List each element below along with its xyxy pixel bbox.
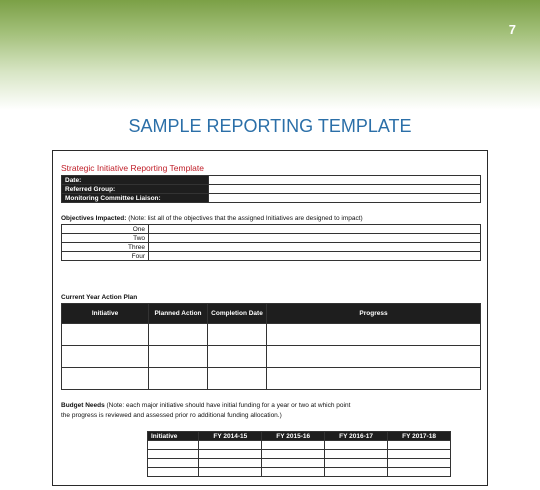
table-row xyxy=(62,368,481,390)
col-completion-date: Completion Date xyxy=(208,304,267,324)
budget-col-initiative: Initiative xyxy=(148,432,199,441)
liaison-label: Monitoring Committee Liaison: xyxy=(62,194,209,203)
budget-col-fy1617: FY 2016-17 xyxy=(325,432,388,441)
budget-needs-text xyxy=(61,401,381,421)
objective-one-label: One xyxy=(62,225,149,234)
referred-group-label: Referred Group: xyxy=(62,185,209,194)
date-label: Date: xyxy=(62,176,209,185)
table-row xyxy=(148,459,451,468)
col-progress: Progress xyxy=(267,304,481,324)
template-title: Strategic Initiative Reporting Template xyxy=(61,163,205,173)
budget-col-fy1415: FY 2014-15 xyxy=(199,432,262,441)
page-number: 7 xyxy=(508,22,516,37)
objectives-label: Objectives Impacted: xyxy=(61,215,127,222)
table-row xyxy=(62,324,481,346)
budget-note-1: (Note: each major initiative should have initial funding for a year or two at which point xyxy=(106,402,351,409)
col-initiative: Initiative xyxy=(62,304,149,324)
page-title: SAMPLE REPORTING TEMPLATE xyxy=(128,116,412,136)
objectives-table xyxy=(61,224,481,261)
table-row xyxy=(148,441,451,450)
objective-one-field[interactable] xyxy=(149,225,481,234)
col-planned-action: Planned Action xyxy=(149,304,208,324)
objective-two-field[interactable] xyxy=(149,234,481,243)
objectives-note: (Note: list all of the objectives that the assigned Initiatives are designed to impact) xyxy=(128,215,363,222)
objective-two-label: Two xyxy=(62,234,149,243)
action-plan-label: Current Year Action Plan xyxy=(61,294,138,301)
header-banner xyxy=(0,0,540,110)
table-row xyxy=(148,468,451,477)
objective-three-label: Three xyxy=(62,243,149,252)
objective-three-field[interactable] xyxy=(149,243,481,252)
objectives-heading xyxy=(61,215,363,222)
liaison-field[interactable] xyxy=(209,194,481,203)
budget-table xyxy=(147,431,451,477)
table-row xyxy=(62,346,481,368)
objective-four-field[interactable] xyxy=(149,252,481,261)
template-frame xyxy=(52,150,488,486)
objective-four-label: Four xyxy=(62,252,149,261)
header-info-table xyxy=(61,175,481,203)
referred-group-field[interactable] xyxy=(209,185,481,194)
budget-note-2: the progress is reviewed and assessed prior ro additional funding allocation.) xyxy=(61,412,282,419)
budget-col-fy1516: FY 2015-16 xyxy=(262,432,325,441)
table-row xyxy=(148,450,451,459)
action-plan-table xyxy=(61,303,481,390)
date-field[interactable] xyxy=(209,176,481,185)
budget-col-fy1718: FY 2017-18 xyxy=(388,432,451,441)
budget-label: Budget Needs xyxy=(61,402,105,409)
